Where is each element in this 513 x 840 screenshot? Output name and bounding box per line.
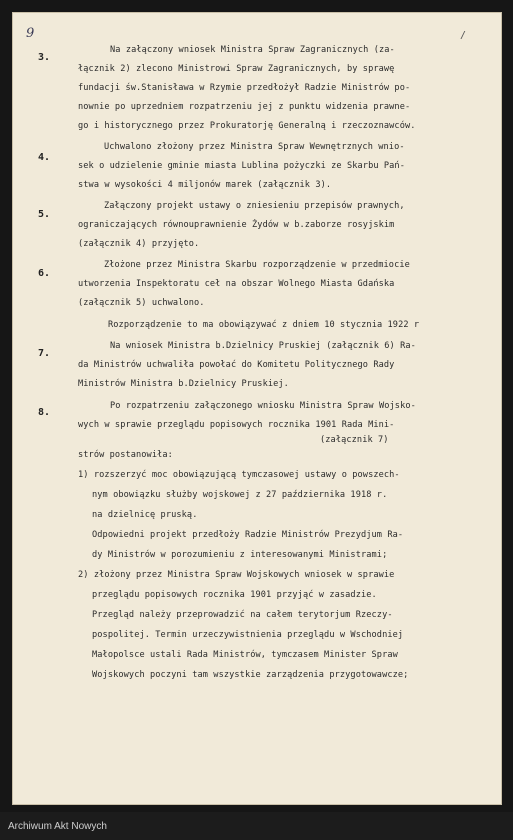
section-number: 8. (38, 407, 51, 418)
document-page (12, 12, 502, 805)
section-number: 4. (38, 152, 51, 163)
text-line: Załączony projekt ustawy o zniesieniu przepisów prawnych, (104, 201, 405, 211)
text-line: Złożone przez Ministra Skarbu rozporządzenie w przedmiocie (104, 260, 410, 270)
text-line: fundacji św.Stanisława w Rzymie przedłożył Radzie Ministrów po- (78, 83, 411, 93)
text-line: Odpowiedni projekt przedłoży Radzie Ministrów Prezydjum Ra- (92, 530, 404, 540)
text-line: przeglądu popisowych rocznika 1901 przyjąć w zasadzie. (92, 590, 377, 600)
text-line: Ministrów Ministra b.Dzielnicy Pruskiej. (78, 379, 289, 389)
text-line: (załącznik 4) przyjęto. (78, 239, 200, 249)
text-line: ograniczających równouprawnienie Żydów w b.zaborze rosyjskim (78, 220, 395, 230)
page-number: 9 (26, 26, 35, 41)
text-line: pospolitej. Termin urzeczywistnienia przeglądu w Wschodniej (92, 630, 404, 640)
text-line: sek o udzielenie gminie miasta Lublina pożyczki ze Skarbu Pań- (78, 161, 405, 171)
text-line: Małopolsce ustali Rada Ministrów, tymczasem Minister Spraw (92, 650, 398, 660)
text-line: dy Ministrów w porozumieniu z interesowanymi Ministrami; (92, 550, 388, 560)
text-line: nym obowiązku służby wojskowej z 27 października 1918 r. (92, 490, 388, 500)
text-line: Rozporządzenie to ma obowiązywać z dniem 10 stycznia 1922 r (108, 320, 420, 330)
text-line: Na wniosek Ministra b.Dzielnicy Pruskiej (załącznik 6) Ra- (110, 341, 416, 351)
section-number: 7. (38, 348, 51, 359)
section-number: 5. (38, 209, 51, 220)
archive-footer (0, 812, 513, 840)
text-line: na dzielnicę pruską. (92, 510, 198, 520)
archive-name: Archiwum Akt Nowych (8, 821, 107, 832)
text-line: (załącznik 5) uchwalono. (78, 298, 205, 308)
text-line: 1) rozszerzyć moc obowiązującą tymczasowej ustawy o powszech- (78, 470, 400, 480)
section-number: 3. (38, 52, 51, 63)
text-line: strów postanowiła: (78, 450, 173, 460)
text-line: stwa w wysokości 4 miljonów marek (załącznik 3). (78, 180, 332, 190)
text-line: nownie po uprzedniem rozpatrzeniu jej z punktu widzenia prawne- (78, 102, 411, 112)
section-number: 6. (38, 268, 51, 279)
text-line: łącznik 2) zlecono Ministrowi Spraw Zagranicznych, by sprawę (78, 64, 395, 74)
text-line: da Ministrów uchwaliła powołać do Komitetu Politycznego Rady (78, 360, 395, 370)
text-line: go i historycznego przez Prokuratorję Generalną i rzeczoznawców. (78, 121, 416, 131)
text-line: Przegląd należy przeprowadzić na całem terytorjum Rzeczy- (92, 610, 393, 620)
text-line: utworzenia Inspektoratu ceł na obszar Wolnego Miasta Gdańska (78, 279, 395, 289)
text-line: Po rozpatrzeniu załączonego wniosku Ministra Spraw Wojsko- (110, 401, 416, 411)
text-line: Uchwalono złożony przez Ministra Spraw Wewnętrznych wnio- (104, 142, 405, 152)
text-line: Na załączony wniosek Ministra Spraw Zagranicznych (za- (110, 45, 395, 55)
corner-mark: / (460, 30, 467, 41)
text-line: Wojskowych poczyni tam wszystkie zarządzenia przygotowawcze; (92, 670, 409, 680)
text-line: 2) złożony przez Ministra Spraw Wojskowych wniosek w sprawie (78, 570, 395, 580)
text-line: wych w sprawie przeglądu popisowych rocznika 1901 Rada Mini- (78, 420, 395, 430)
attachment-note: (załącznik 7) (320, 435, 389, 445)
